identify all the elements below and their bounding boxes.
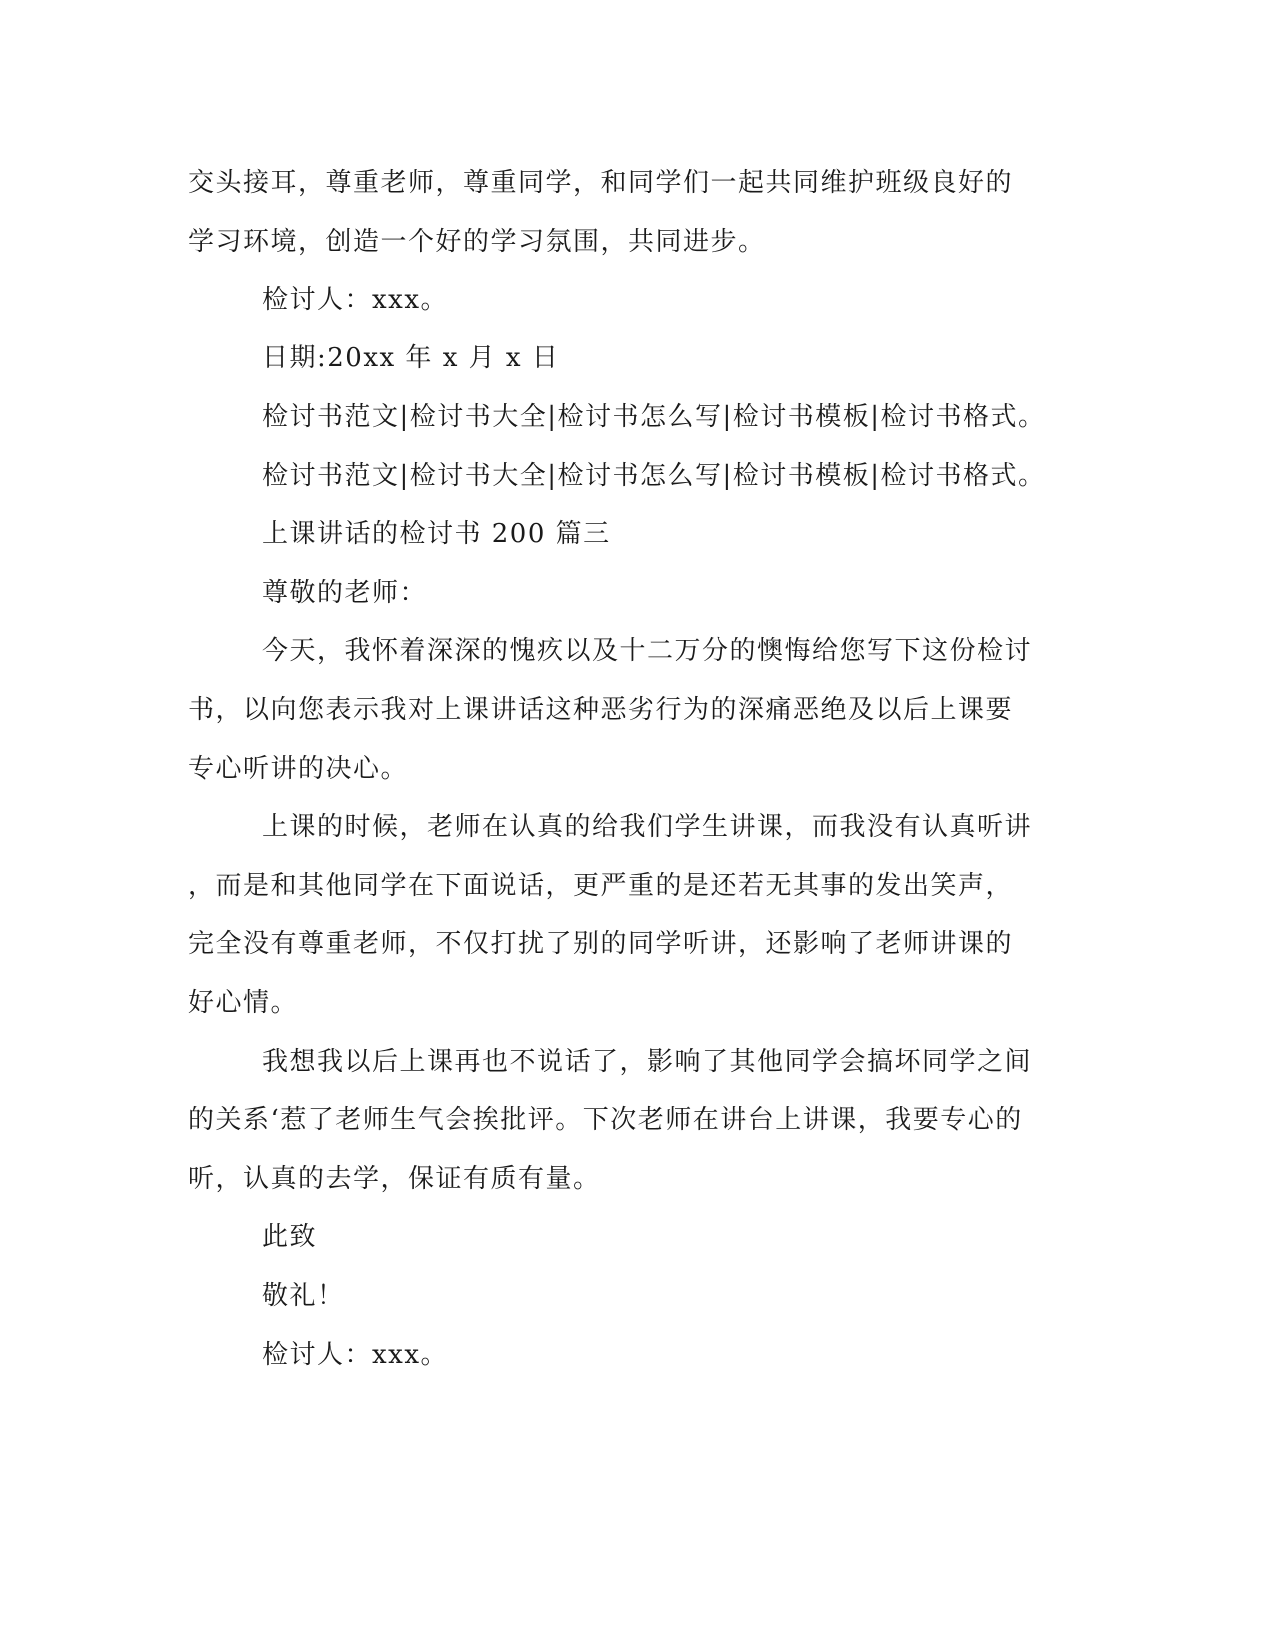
text-line: 完全没有尊重老师，不仅打扰了别的同学听讲，还影响了老师讲课的	[188, 929, 1014, 959]
salutation: 尊敬的老师：	[262, 578, 428, 608]
text-line: 今天，我怀着深深的愧疚以及十二万分的懊悔给您写下这份检讨	[262, 636, 1033, 666]
text-line: 学习环境，创造一个好的学习氛围，共同进步。	[188, 227, 766, 257]
text-line: 我想我以后上课再也不说话了，影响了其他同学会搞坏同学之间	[262, 1047, 1033, 1077]
text-line: 专心听讲的决心。	[188, 754, 409, 784]
signature-line: 检讨人：xxx。	[262, 285, 448, 315]
text-line: 好心情。	[188, 988, 299, 1018]
keyword-line: 检讨书范文|检讨书大全|检讨书怎么写|检讨书模板|检讨书格式。	[262, 402, 1046, 432]
text-line: ，而是和其他同学在下面说话，更严重的是还若无其事的发出笑声，	[188, 871, 1014, 901]
signature-line: 检讨人：xxx。	[262, 1340, 448, 1370]
closing-line: 敬礼！	[262, 1281, 345, 1311]
text-line: 交头接耳，尊重老师，尊重同学，和同学们一起共同维护班级良好的	[188, 168, 1014, 198]
text-line: 听，认真的去学，保证有质有量。	[188, 1164, 601, 1194]
text-line: 的关系‘惹了老师生气会挨批评。下次老师在讲台上讲课，我要专心的	[188, 1105, 1023, 1135]
date-line: 日期:20xx 年 x 月 x 日	[262, 343, 560, 373]
keyword-line: 检讨书范文|检讨书大全|检讨书怎么写|检讨书模板|检讨书格式。	[262, 461, 1046, 491]
text-line: 上课的时候，老师在认真的给我们学生讲课，而我没有认真听讲	[262, 812, 1033, 842]
text-line: 书，以向您表示我对上课讲话这种恶劣行为的深痛恶绝及以后上课要	[188, 695, 1014, 725]
section-title: 上课讲话的检讨书 200 篇三	[262, 519, 611, 549]
closing-line: 此致	[262, 1222, 318, 1252]
